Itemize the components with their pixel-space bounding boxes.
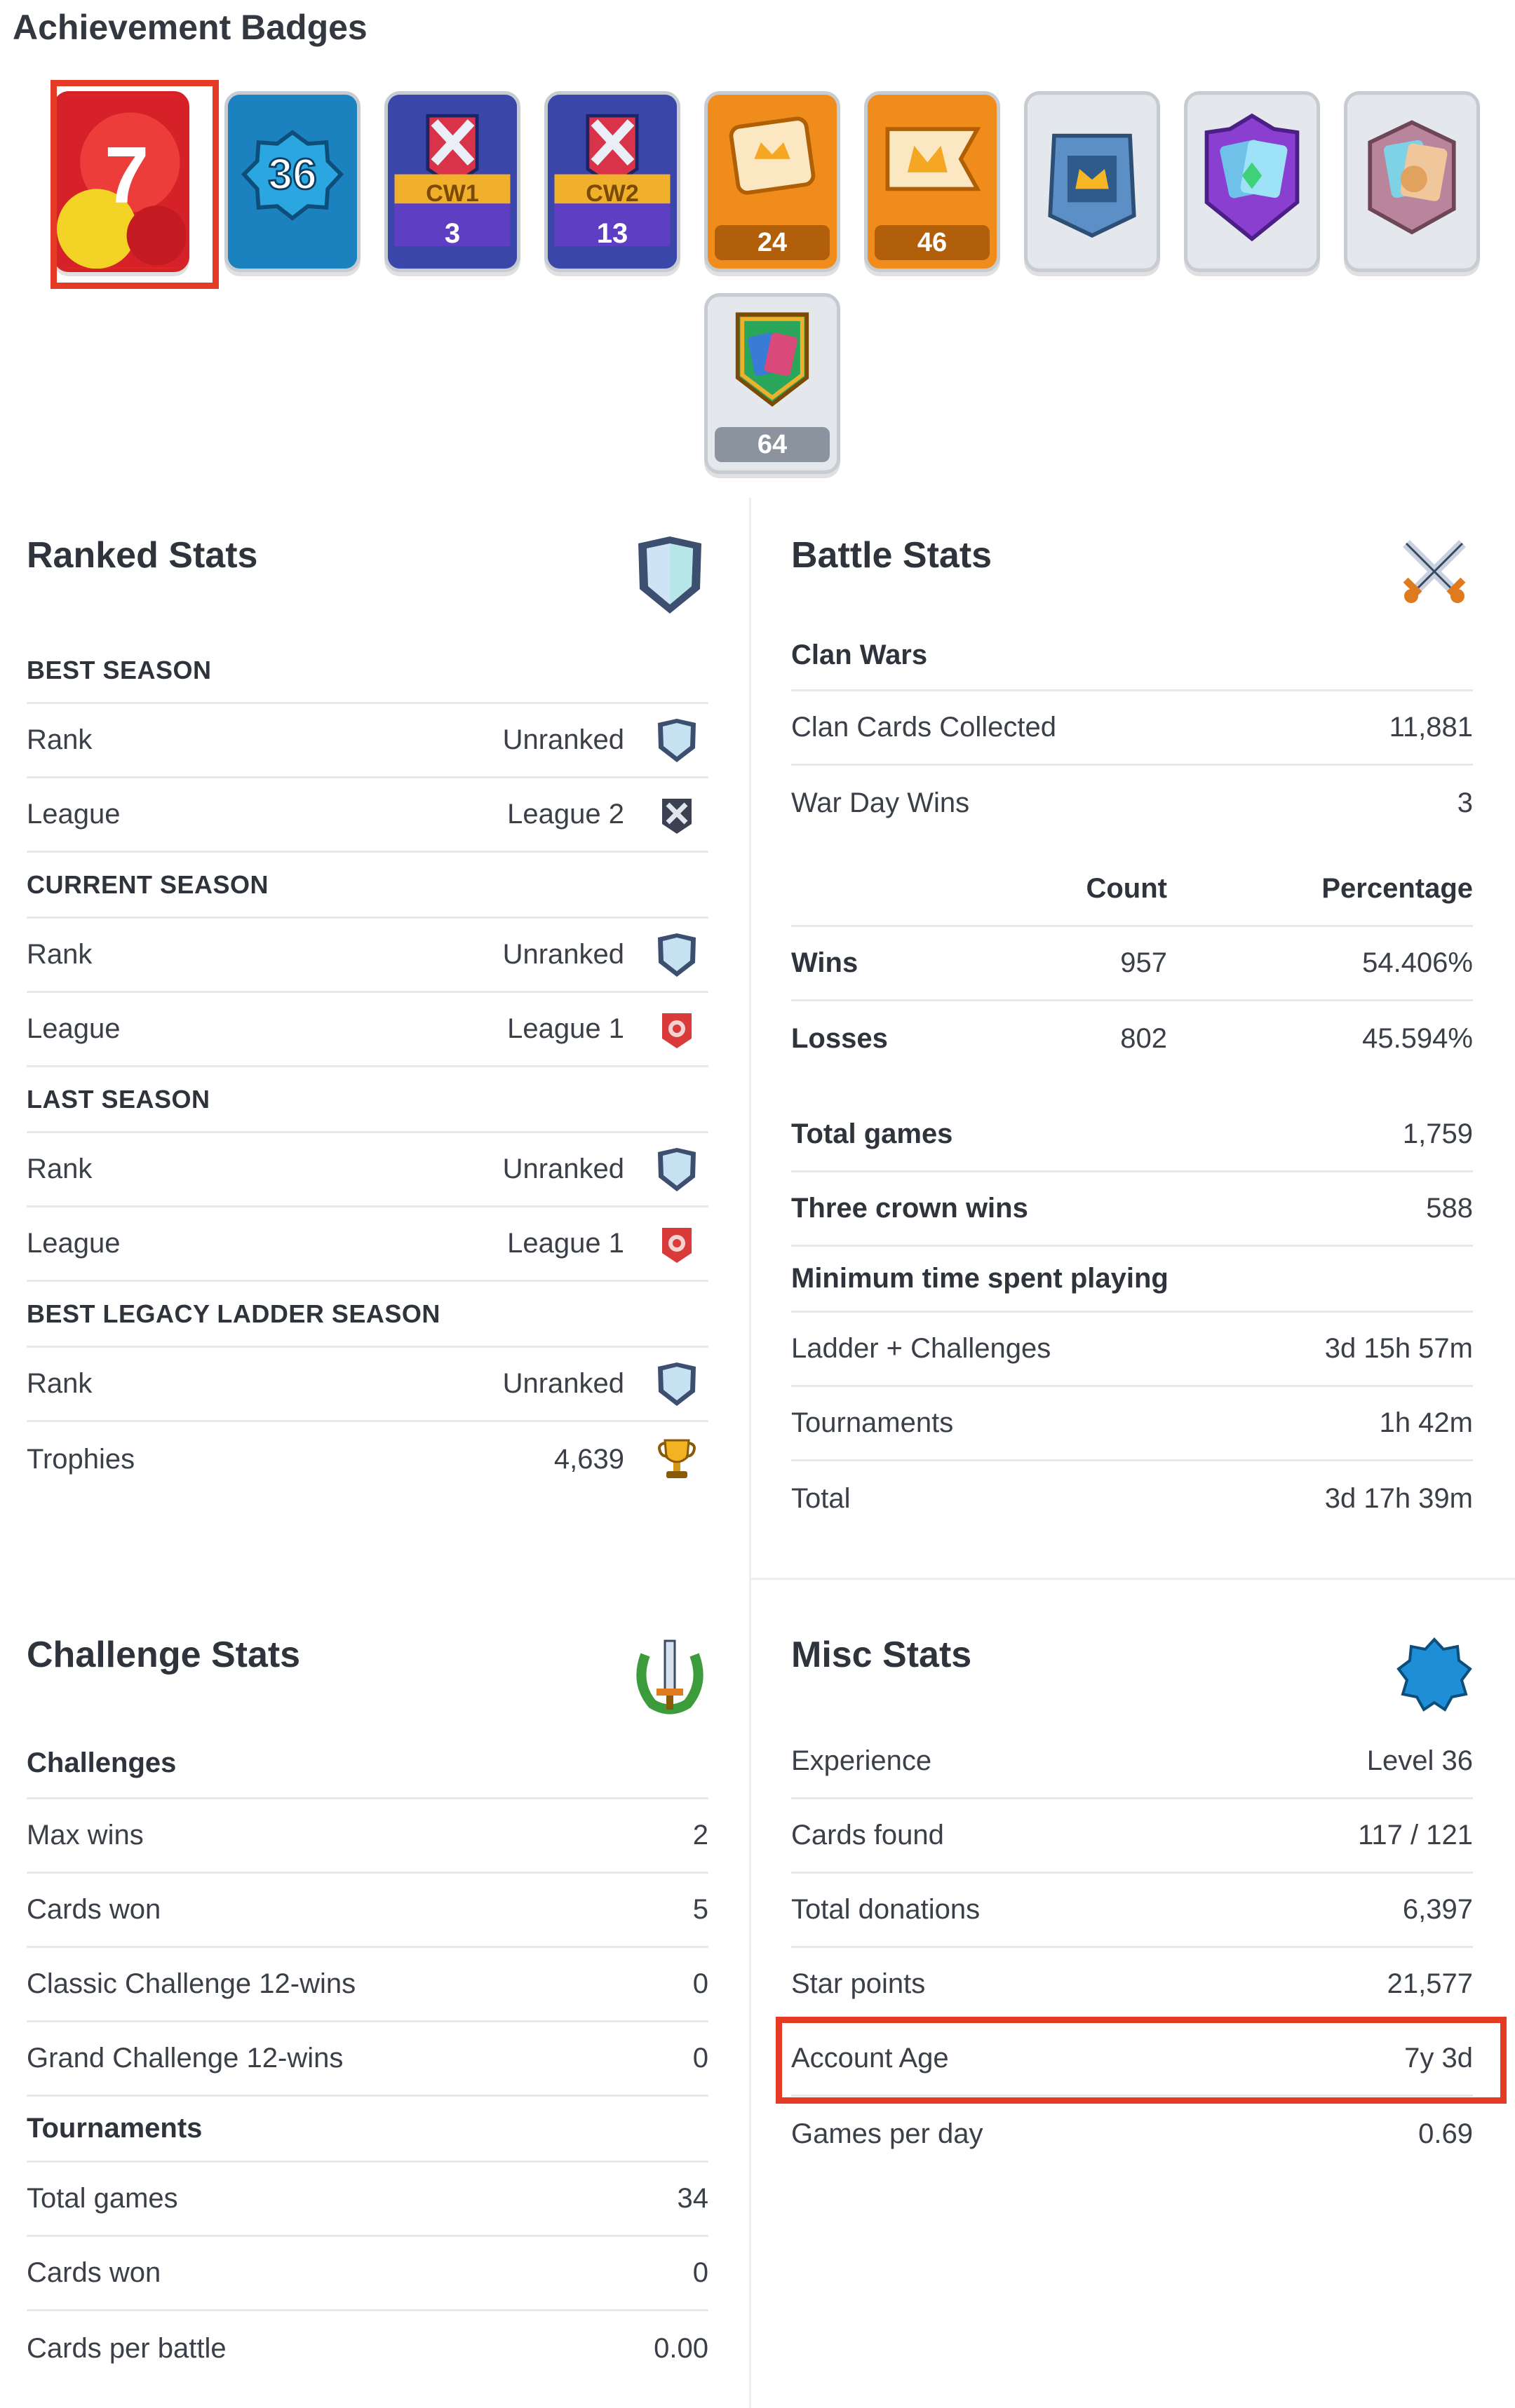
account-age-value: 7y 3d	[1404, 2043, 1473, 2074]
stats-table-header	[791, 853, 1473, 927]
ladder-challenges-row	[791, 1313, 1473, 1387]
tournament-cards-won-label: Cards won	[27, 2257, 161, 2288]
level-36-badge[interactable]	[224, 91, 361, 272]
total-time-label: Total	[791, 1482, 851, 1514]
cards-per-battle-label: Cards per battle	[27, 2332, 227, 2364]
games-per-day-row	[791, 2097, 1473, 2171]
war-day-wins-row	[791, 766, 1473, 840]
min-time-subheader: Minimum time spent playing	[791, 1247, 1473, 1313]
total-time-row	[791, 1461, 1473, 1536]
clan-cards-label: Clan Cards Collected	[791, 712, 1056, 743]
league-2-icon	[655, 792, 699, 838]
classic-challenge-value: 0	[692, 1968, 708, 1999]
tower-crown-badge-icon	[1028, 95, 1157, 269]
grand-challenge-label: Grand Challenge 12-wins	[27, 2043, 344, 2074]
last-league-label: League	[27, 1228, 121, 1259]
challenge-cards-won-value: 5	[692, 1894, 708, 1925]
current-league-label: League	[27, 1013, 121, 1044]
last-league-value: League 1	[507, 1228, 624, 1259]
tournament-total-games-label: Total games	[27, 2183, 178, 2214]
challenge-cards-won-row	[27, 1874, 708, 1948]
rank-shield-icon	[655, 932, 699, 978]
cards-per-battle-row	[27, 2311, 708, 2386]
experience-row	[791, 1725, 1473, 1799]
war-day-wins-value: 3	[1457, 787, 1473, 818]
misc-stats-section	[791, 1592, 1473, 2293]
current-rank-row	[27, 919, 708, 993]
trophy-icon	[655, 1436, 699, 1482]
cards-found-label: Cards found	[791, 1820, 944, 1851]
misc-stats-title: Misc Stats	[791, 1635, 972, 1675]
clan-war-1-count: 3	[444, 218, 461, 249]
total-donations-value: 6,397	[1402, 1894, 1473, 1925]
ladder-challenges-value: 3d 15h 57m	[1324, 1333, 1473, 1364]
clan-war-2-badge[interactable]	[544, 91, 680, 272]
wins-row	[791, 927, 1473, 1001]
percentage-header: Percentage	[1321, 873, 1473, 904]
best-league-row	[27, 778, 708, 853]
account-age-highlight	[776, 2017, 1507, 2104]
cards-found-value: 117 / 121	[1358, 1820, 1473, 1851]
wins-count: 957	[1120, 947, 1167, 978]
crown-card-count: 24	[715, 225, 830, 260]
tournaments-time-label: Tournaments	[791, 1407, 954, 1438]
current-season-subheader: CURRENT SEASON	[27, 853, 708, 919]
bronze-cards-badge-icon	[1347, 95, 1476, 269]
total-time-value: 3d 17h 39m	[1324, 1482, 1473, 1514]
purple-cards-badge-icon	[1187, 95, 1317, 269]
purple-cards-badge[interactable]	[1184, 91, 1320, 272]
crown-flag-count: 46	[875, 225, 990, 260]
tournament-total-games-value: 34	[677, 2183, 708, 2214]
three-crown-label: Three crown wins	[791, 1193, 1028, 1224]
crossed-swords-icon	[1396, 533, 1473, 617]
account-age-label: Account Age	[791, 2043, 949, 2074]
cards-per-battle-value: 0.00	[654, 2332, 708, 2364]
battle-stats-title: Battle Stats	[791, 535, 992, 576]
last-league-row	[27, 1208, 708, 1282]
battle-stats-section	[791, 498, 1473, 1550]
legacy-season-subheader: BEST LEGACY LADDER SEASON	[27, 1282, 708, 1348]
challenge-cards-won-label: Cards won	[27, 1894, 161, 1925]
tournament-total-games-row	[27, 2163, 708, 2237]
tournaments-time-row	[791, 1387, 1473, 1461]
experience-label: Experience	[791, 1745, 932, 1776]
ranked-stats-title: Ranked Stats	[27, 535, 258, 576]
star-points-value: 21,577	[1387, 1968, 1473, 1999]
current-league-value: League 1	[507, 1013, 624, 1044]
card-collection-badge[interactable]	[704, 293, 840, 474]
count-header: Count	[1086, 873, 1167, 904]
war-day-wins-label: War Day Wins	[791, 787, 970, 818]
card-collection-count: 64	[715, 427, 830, 462]
max-wins-row	[27, 1799, 708, 1874]
crown-flag-badge[interactable]	[864, 91, 1000, 272]
best-league-label: League	[27, 799, 121, 830]
legacy-rank-row	[27, 1348, 708, 1422]
clan-war-1-tag: CW1	[426, 180, 479, 207]
losses-label: Losses	[791, 1022, 888, 1054]
cards-found-row	[791, 1799, 1473, 1874]
experience-star-icon	[1396, 1634, 1473, 1718]
classic-challenge-label: Classic Challenge 12-wins	[27, 1968, 356, 1999]
challenges-subheader: Challenges	[27, 1729, 708, 1799]
current-league-row	[27, 993, 708, 1067]
league-1-icon	[655, 1006, 699, 1053]
challenge-stats-title: Challenge Stats	[27, 1635, 301, 1675]
total-donations-label: Total donations	[791, 1894, 981, 1925]
laurel-sword-icon	[631, 1634, 708, 1718]
current-rank-label: Rank	[27, 939, 93, 970]
wins-percentage: 54.406%	[1362, 947, 1473, 978]
page-title: Achievement Badges	[13, 8, 368, 47]
total-games-row	[791, 1098, 1473, 1172]
last-rank-label: Rank	[27, 1154, 93, 1184]
tower-crown-badge[interactable]	[1024, 91, 1160, 272]
games-per-day-label: Games per day	[791, 2118, 983, 2149]
section-divider	[749, 1578, 1515, 1580]
tournaments-subheader: Tournaments	[27, 2097, 708, 2163]
losses-percentage: 45.594%	[1362, 1022, 1473, 1054]
challenge-stats-section	[27, 1592, 708, 2408]
last-rank-row	[27, 1133, 708, 1208]
best-rank-value: Unranked	[502, 724, 624, 755]
clan-war-2-tag: CW2	[586, 180, 639, 207]
svg-text:7: 7	[104, 130, 149, 220]
last-season-subheader: LAST SEASON	[27, 1067, 708, 1133]
total-games-value: 1,759	[1402, 1118, 1473, 1149]
badge-grid	[53, 91, 1498, 484]
grand-challenge-value: 0	[692, 2043, 708, 2074]
best-league-value: League 2	[507, 799, 624, 830]
column-divider	[749, 498, 751, 2408]
star-points-row	[791, 1948, 1473, 2022]
trophies-label: Trophies	[27, 1443, 135, 1475]
ranked-stats-section	[27, 498, 708, 1550]
clan-war-1-badge[interactable]	[384, 91, 520, 272]
best-season-subheader: BEST SEASON	[27, 638, 708, 704]
svg-text:36: 36	[268, 149, 317, 199]
three-crown-row	[791, 1172, 1473, 1247]
level-36-badge-icon	[228, 95, 357, 269]
clan-cards-value: 11,881	[1389, 712, 1473, 743]
losses-count: 802	[1120, 1022, 1167, 1054]
rank-shield-icon	[655, 1361, 699, 1407]
wins-label: Wins	[791, 947, 858, 978]
best-rank-row	[27, 704, 708, 778]
total-donations-row	[791, 1874, 1473, 1948]
trophies-row	[27, 1422, 708, 1496]
clan-wars-subheader: Clan Wars	[791, 621, 1473, 691]
rank-shield-icon	[655, 717, 699, 764]
three-crown-value: 588	[1426, 1193, 1473, 1224]
best-rank-label: Rank	[27, 724, 93, 755]
losses-row	[791, 1001, 1473, 1076]
league-1-icon	[655, 1221, 699, 1267]
star-points-label: Star points	[791, 1968, 926, 1999]
tournament-cards-won-row	[27, 2237, 708, 2311]
bronze-cards-badge[interactable]	[1344, 91, 1480, 272]
max-wins-value: 2	[692, 1820, 708, 1851]
tournaments-time-value: 1h 42m	[1379, 1407, 1473, 1438]
selected-badge-highlight	[50, 80, 219, 289]
legacy-rank-value: Unranked	[502, 1368, 624, 1399]
classic-challenge-row	[27, 1948, 708, 2022]
grand-challenge-row	[27, 2022, 708, 2097]
legacy-rank-label: Rank	[27, 1368, 93, 1399]
max-wins-label: Max wins	[27, 1820, 144, 1851]
clan-cards-row	[791, 691, 1473, 766]
experience-value: Level 36	[1366, 1745, 1473, 1776]
ranked-shield-icon	[631, 533, 708, 617]
ladder-challenges-label: Ladder + Challenges	[791, 1333, 1051, 1364]
tournament-cards-won-value: 0	[692, 2257, 708, 2288]
current-rank-value: Unranked	[502, 939, 624, 970]
clan-war-2-count: 13	[596, 218, 628, 249]
rank-shield-icon	[655, 1146, 699, 1193]
total-games-label: Total games	[791, 1118, 953, 1149]
games-per-day-value: 0.69	[1418, 2118, 1473, 2149]
trophies-value: 4,639	[553, 1443, 624, 1475]
last-rank-value: Unranked	[502, 1154, 624, 1184]
crown-card-badge[interactable]	[704, 91, 840, 272]
